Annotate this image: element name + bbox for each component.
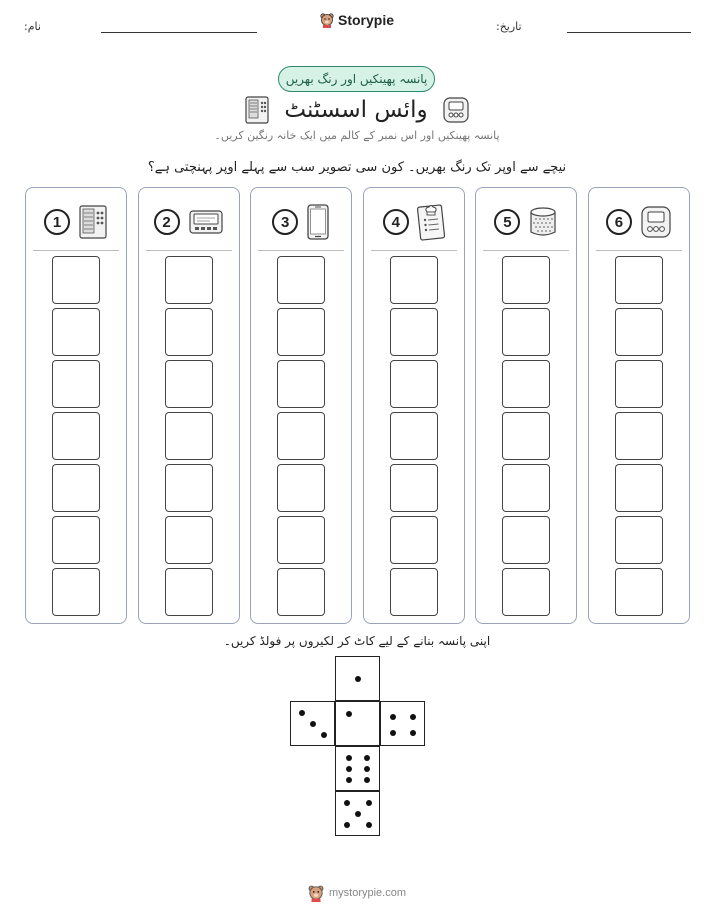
date-label: تاریخ: [496, 20, 522, 33]
pip [355, 811, 361, 817]
title-row [0, 92, 714, 128]
column-number: 4 [383, 209, 409, 235]
storypie-bear-icon [320, 12, 334, 28]
column-divider [371, 250, 457, 251]
smart-display-icon [78, 204, 108, 240]
column-divider [483, 250, 569, 251]
race-column-1 [25, 187, 127, 624]
color-cell[interactable] [52, 412, 100, 460]
color-cell[interactable] [615, 412, 663, 460]
color-cell[interactable] [502, 464, 550, 512]
pip [344, 800, 350, 806]
color-cell[interactable] [277, 256, 325, 304]
column-cells [589, 256, 689, 616]
smart-display-icon [244, 95, 270, 125]
race-column-3 [250, 187, 352, 624]
color-cell[interactable] [502, 308, 550, 356]
timer-device-icon [442, 96, 470, 124]
color-cell[interactable] [277, 568, 325, 616]
color-cell[interactable] [502, 568, 550, 616]
color-cell[interactable] [277, 308, 325, 356]
column-number: 2 [154, 209, 180, 235]
column-number: 5 [494, 209, 520, 235]
color-cell[interactable] [615, 464, 663, 512]
smart-speaker-screen-icon [188, 208, 224, 236]
race-column-2 [138, 187, 240, 624]
color-cell[interactable] [390, 308, 438, 356]
die-face-five [335, 791, 380, 836]
column-header [251, 196, 351, 248]
color-cell[interactable] [52, 516, 100, 564]
color-cell[interactable] [615, 360, 663, 408]
color-cell[interactable] [390, 412, 438, 460]
column-divider [33, 250, 119, 251]
smartphone-icon [306, 203, 330, 241]
color-cell[interactable] [390, 516, 438, 564]
color-cell[interactable] [615, 516, 663, 564]
pip [366, 822, 372, 828]
pip [364, 766, 370, 772]
pip [364, 755, 370, 761]
pip [390, 714, 396, 720]
storypie-bear-icon [308, 884, 324, 902]
footer-url: mystorypie.com [328, 887, 407, 899]
name-label: نام: [24, 20, 41, 33]
color-cell[interactable] [615, 308, 663, 356]
pip [364, 777, 370, 783]
die-face-three [290, 701, 335, 746]
pip [366, 800, 372, 806]
color-cell[interactable] [502, 516, 550, 564]
column-cells [476, 256, 576, 616]
color-cell[interactable] [52, 256, 100, 304]
name-line [101, 32, 257, 33]
color-cell[interactable] [277, 464, 325, 512]
column-divider [146, 250, 232, 251]
roll-and-color-pill: پانسہ پھینکیں اور رنگ بھریں [278, 66, 435, 92]
column-number: 6 [606, 209, 632, 235]
color-cell[interactable] [277, 412, 325, 460]
color-cell[interactable] [165, 568, 213, 616]
footer [0, 884, 714, 902]
pip [346, 755, 352, 761]
color-cell[interactable] [165, 464, 213, 512]
race-columns [25, 187, 690, 624]
pip [346, 777, 352, 783]
pip [299, 710, 305, 716]
column-header [139, 196, 239, 248]
color-cell[interactable] [390, 256, 438, 304]
instruction: نیچے سے اوپر تک رنگ بھریں۔ کون سی تصویر سب سے پہلے اوپر پہنچتی ہے؟ [147, 160, 567, 175]
column-number: 1 [44, 209, 70, 235]
pip [355, 676, 361, 682]
color-cell[interactable] [165, 256, 213, 304]
color-cell[interactable] [52, 360, 100, 408]
color-cell[interactable] [615, 568, 663, 616]
column-header [589, 196, 689, 248]
cylinder-speaker-icon [528, 205, 558, 239]
color-cell[interactable] [52, 308, 100, 356]
color-cell[interactable] [165, 360, 213, 408]
color-cell[interactable] [165, 516, 213, 564]
race-column-5 [475, 187, 577, 624]
pip [321, 732, 327, 738]
column-number: 3 [272, 209, 298, 235]
recipe-card-icon [417, 203, 445, 241]
column-cells [251, 256, 351, 616]
pip [346, 711, 352, 717]
color-cell[interactable] [502, 412, 550, 460]
color-cell[interactable] [390, 464, 438, 512]
brand-logo [0, 12, 714, 28]
race-column-4 [363, 187, 465, 624]
column-cells [364, 256, 464, 616]
date-line [567, 32, 691, 33]
pip [310, 721, 316, 727]
die-face-one [335, 656, 380, 701]
pip [344, 822, 350, 828]
die-face-four [380, 701, 425, 746]
column-header [26, 196, 126, 248]
page-title: وائس اسسٹنٹ [284, 97, 428, 123]
column-cells [26, 256, 126, 616]
column-divider [258, 250, 344, 251]
color-cell[interactable] [52, 568, 100, 616]
pip [410, 730, 416, 736]
race-column-6 [588, 187, 690, 624]
color-cell[interactable] [277, 516, 325, 564]
color-cell[interactable] [502, 360, 550, 408]
color-cell[interactable] [52, 464, 100, 512]
column-header [364, 196, 464, 248]
die-face-six [335, 746, 380, 791]
pip [390, 730, 396, 736]
pip [346, 766, 352, 772]
color-cell[interactable] [390, 568, 438, 616]
fold-instruction: اپنی پانسہ بنانے کے لیے کاٹ کر لکیروں پر فولڈ کریں۔ [223, 634, 491, 648]
column-header [476, 196, 576, 248]
color-cell[interactable] [390, 360, 438, 408]
column-cells [139, 256, 239, 616]
column-divider [596, 250, 682, 251]
pip [410, 714, 416, 720]
color-cell[interactable] [277, 360, 325, 408]
subtitle: پانسہ پھینکیں اور اس نمبر کے کالم میں ایک خانہ رنگین کریں۔ [214, 129, 500, 142]
color-cell[interactable] [165, 308, 213, 356]
die-face-one [335, 701, 380, 746]
color-cell[interactable] [615, 256, 663, 304]
color-cell[interactable] [165, 412, 213, 460]
timer-device-icon [640, 205, 672, 239]
brand-name: Storypie [337, 12, 394, 28]
color-cell[interactable] [502, 256, 550, 304]
